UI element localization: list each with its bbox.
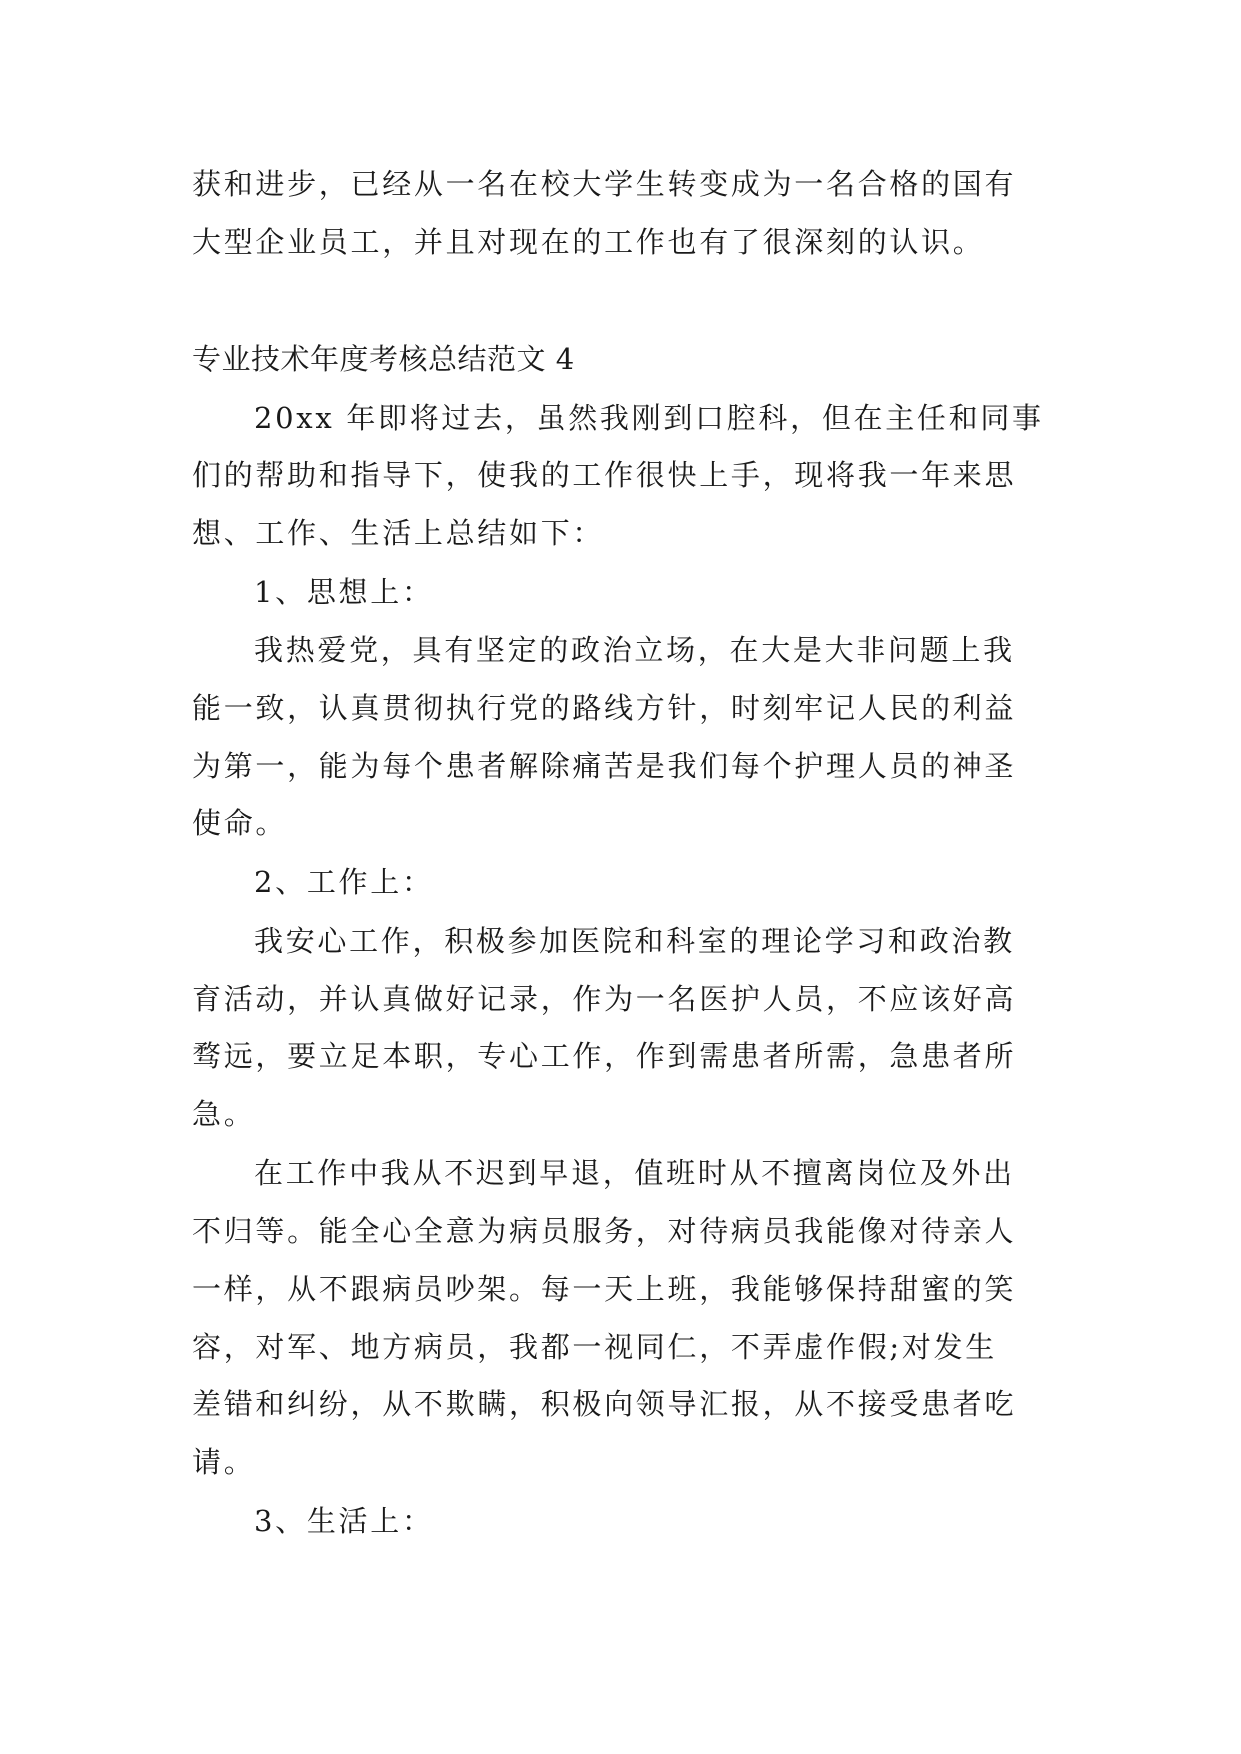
paragraph-line: 在工作中我从不迟到早退，值班时从不擅离岗位及外出 (254, 1156, 1015, 1190)
paragraph-line: 请。 (192, 1445, 256, 1479)
paragraph-line: 一样，从不跟病员吵架。每一天上班，我能够保持甜蜜的笑 (192, 1272, 1017, 1306)
subheading-2: 2、工作上： (254, 865, 434, 899)
paragraph-line: 获和进步，已经从一名在校大学生转变成为一名合格的国有 (192, 167, 1017, 201)
subheading-3: 3、生活上： (254, 1504, 434, 1538)
paragraph-line: 急。 (192, 1097, 256, 1131)
paragraph-line: 大型企业员工，并且对现在的工作也有了很深刻的认识。 (192, 225, 985, 259)
paragraph-line: 容，对军、地方病员，我都一视同仁，不弄虚作假;对发生 (192, 1330, 997, 1364)
paragraph-line: 骛远，要立足本职，专心工作，作到需患者所需，急患者所 (192, 1039, 1017, 1073)
paragraph-line: 20xx 年即将过去，虽然我刚到口腔科，但在主任和同事 (254, 401, 1044, 435)
paragraph-line: 们的帮助和指导下，使我的工作很快上手，现将我一年来思 (192, 458, 1017, 492)
paragraph-line: 不归等。能全心全意为病员服务，对待病员我能像对待亲人 (192, 1214, 1017, 1248)
section-heading: 专业技术年度考核总结范文 4 (192, 342, 575, 376)
paragraph-line: 差错和纠纷，从不欺瞒，积极向领导汇报，从不接受患者吃 (192, 1387, 1017, 1421)
paragraph-line: 使命。 (192, 806, 288, 840)
paragraph-line: 育活动，并认真做好记录，作为一名医护人员，不应该好高 (192, 982, 1017, 1016)
paragraph-line: 我安心工作，积极参加医院和科室的理论学习和政治教 (254, 924, 1015, 958)
paragraph-line: 想、工作、生活上总结如下： (192, 516, 605, 550)
subheading-1: 1、思想上： (254, 575, 434, 609)
paragraph-line: 我热爱党，具有坚定的政治立场，在大是大非问题上我 (254, 633, 1015, 667)
paragraph-line: 能一致，认真贯彻执行党的路线方针，时刻牢记人民的利益 (192, 691, 1017, 725)
paragraph-line: 为第一，能为每个患者解除痛苦是我们每个护理人员的神圣 (192, 749, 1017, 783)
